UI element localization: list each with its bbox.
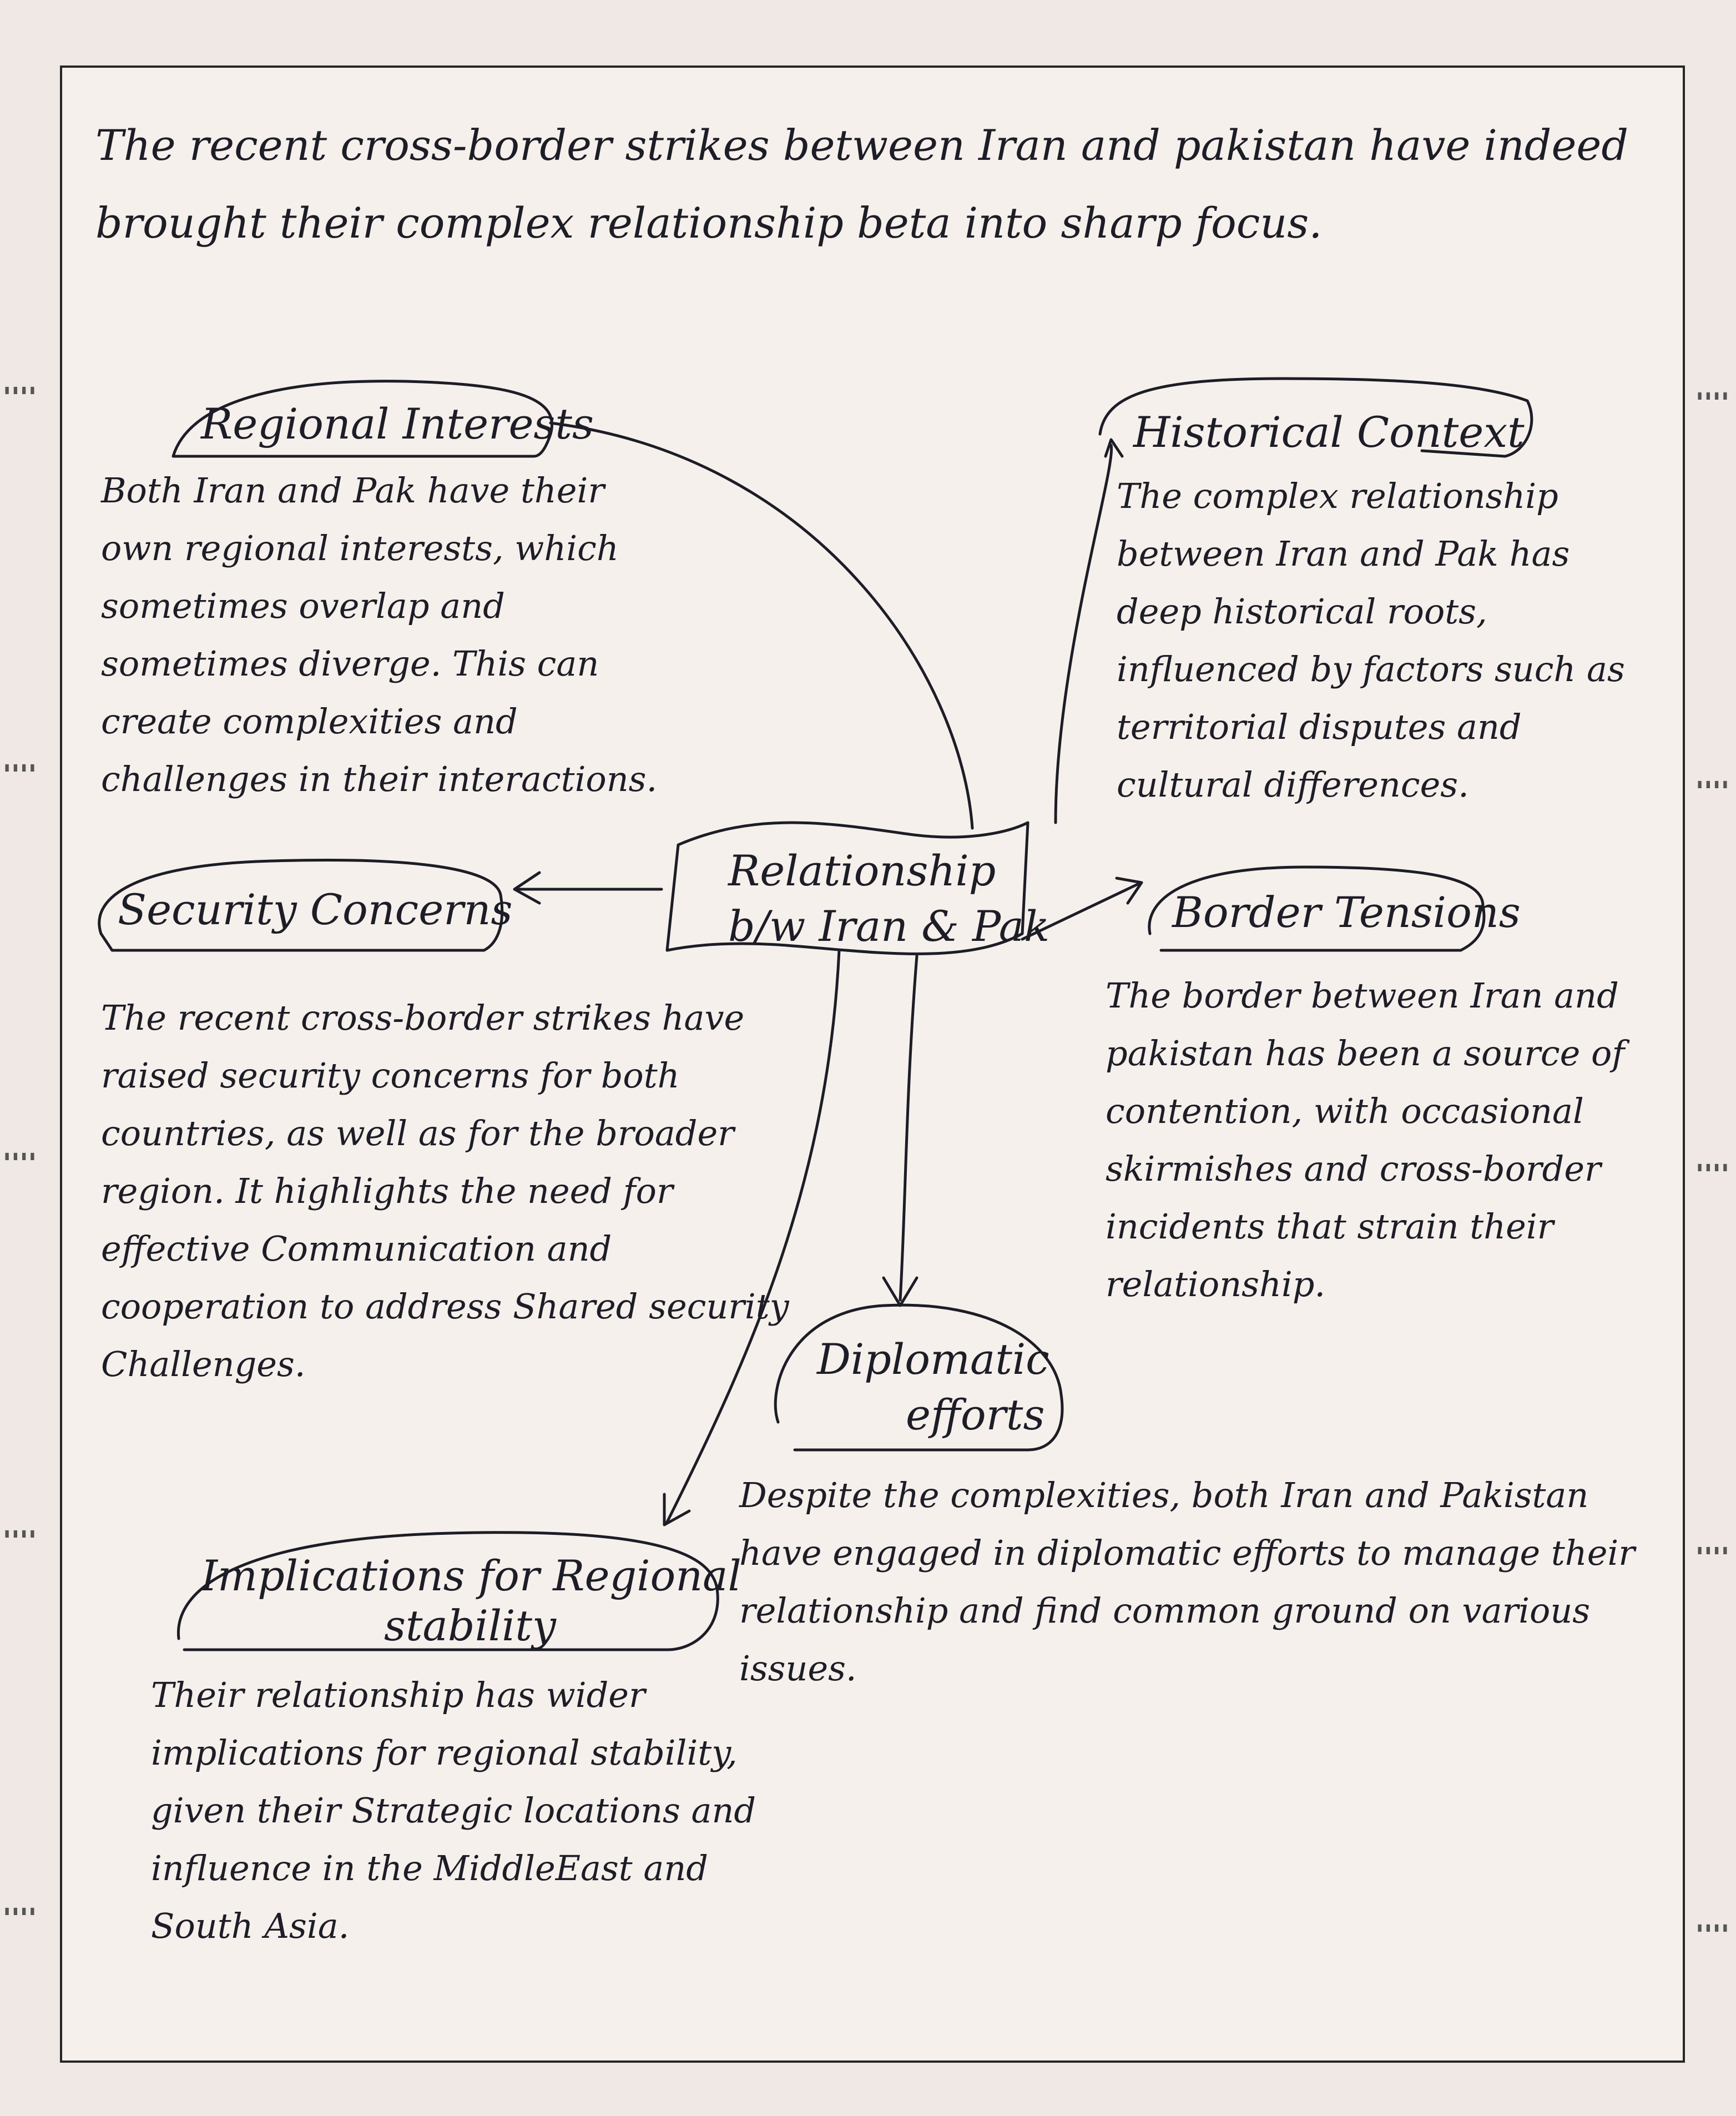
notebook-page xyxy=(60,66,1685,2063)
binder-mark: ▮▮▮▮ xyxy=(3,383,37,397)
intro-text: The recent cross-border strikes between Iran and pakistan have indeed brought their complex relationship beta into sharp focus. xyxy=(95,120,1629,248)
regional-interests-title: Regional Interests xyxy=(201,399,594,449)
center-line2: b/w Iran & Pak xyxy=(728,901,1050,951)
binder-mark: ▮▮▮▮ xyxy=(3,760,37,774)
binder-mark: ▮▮▮▮ xyxy=(1696,389,1730,402)
diplomatic-efforts-title-line1: Diplomatic xyxy=(817,1334,1049,1384)
diplomatic-efforts-note: Despite the complexities, both Iran and Pakistan have engaged in diplomatic efforts to manage their relationship and find common ground on various issues. xyxy=(739,1475,1635,1689)
historical-context-title: Historical Context xyxy=(1133,407,1525,457)
regional-stability-note: Their relationship has wider implications for regional stability, given their Strategic locations and influence in the MiddleEast and South Asia. xyxy=(151,1675,756,1946)
diplomatic-efforts-title-line2: efforts xyxy=(906,1390,1045,1439)
binder-mark: ▮▮▮▮ xyxy=(1696,777,1730,791)
border-tensions-note: The border between Iran and pakistan has been a source of contention, with occasional skirmishes and cross-border incidents that strain their relationship. xyxy=(1106,975,1625,1304)
binder-mark: ▮▮▮▮ xyxy=(3,1149,37,1163)
regional-stability-title-line1: Implications for Regional xyxy=(201,1551,741,1600)
border-tensions-title: Border Tensions xyxy=(1172,888,1521,937)
binder-mark: ▮▮▮▮ xyxy=(1696,1543,1730,1557)
regional-interests-note: Both Iran and Pak have their own regional interests, which sometimes overlap and sometimes diverge. This can create complexities and challenges in their interactions. xyxy=(101,470,658,799)
security-concerns-title: Security Concerns xyxy=(118,885,513,934)
connector-diplomatic-efforts xyxy=(900,956,917,1300)
binder-mark: ▮▮▮▮ xyxy=(1696,1921,1730,1934)
connector-historical-context xyxy=(1056,445,1112,823)
center-line1: Relationship xyxy=(728,846,996,895)
binder-mark: ▮▮▮▮ xyxy=(3,1526,37,1540)
historical-context-note: The complex relationship between Iran and Pak has deep historical roots, influenced by factors such as territorial disputes and cultural differences. xyxy=(1117,476,1625,805)
binder-mark: ▮▮▮▮ xyxy=(3,1904,37,1918)
regional-stability-title-line2: stability xyxy=(384,1601,556,1650)
security-concerns-note: The recent cross-border strikes have raised security concerns for both countries, as well as for the broader region. It highlights the need for effective Communication and cooperation to address Shared security Challenges. xyxy=(101,997,789,1384)
binder-mark: ▮▮▮▮ xyxy=(1696,1160,1730,1174)
